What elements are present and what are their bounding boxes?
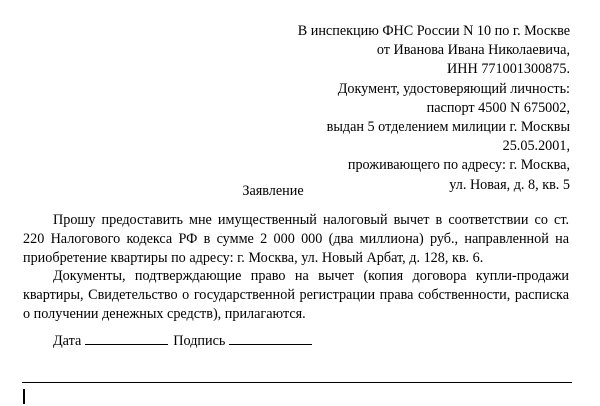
- addressee-line: ИНН 771001300875.: [447, 61, 570, 78]
- body-paragraph: Документы, подтверждающие право на вычет (копия договора купли-продажи квартиры, Свидетельство о государственной регистрации права собственности, расписка о получении денежных средств), прилагаются.: [23, 268, 569, 322]
- document-title: Заявление: [242, 183, 304, 199]
- addressee-line: ул. Новая, д. 8, кв. 5: [449, 176, 570, 193]
- addressee-line: В инспекцию ФНС России N 10 по г. Москве: [297, 23, 570, 39]
- signature-blank-line: [229, 331, 312, 345]
- signature-label: Подпись: [173, 333, 226, 349]
- document-title-row: [0, 182, 600, 201]
- addressee-line: от Иванова Ивана Николаевича,: [376, 42, 570, 59]
- addressee-line: паспорт 4500 N 675002,: [426, 99, 570, 116]
- date-label: Дата: [53, 333, 82, 349]
- addressee-block: [240, 22, 570, 195]
- date-blank-line: [85, 331, 168, 345]
- text-cursor: [23, 389, 25, 404]
- body-paragraph: Прошу предоставить мне имущественный налоговый вычет в соответствии со ст. 220 Налогового кодекса РФ в сумме 2 000 000 (два миллиона) руб., направленной на приобретение квартиры по адресу: г. Москва, ул. Новый Арбат, д. 128, кв. 6.: [23, 212, 569, 266]
- addressee-line: Документ, удостоверяющий личность:: [337, 80, 570, 97]
- addressee-line: выдан 5 отделением милиции г. Москвы: [326, 119, 570, 136]
- page-divider: [22, 382, 572, 383]
- application-body: [23, 211, 569, 324]
- addressee-line: проживающего по адресу: г. Москва,: [347, 157, 570, 174]
- signature-row: [53, 331, 312, 351]
- addressee-line: 25.05.2001,: [502, 138, 570, 155]
